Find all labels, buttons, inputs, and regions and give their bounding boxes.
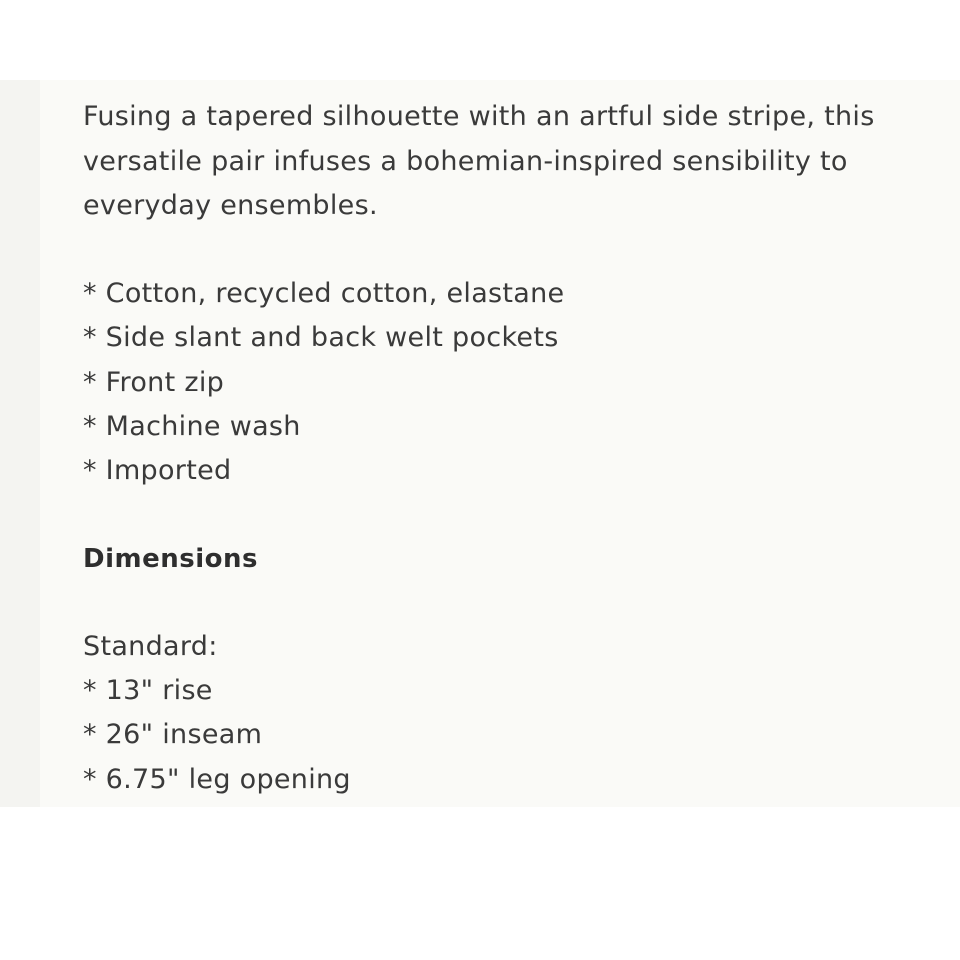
description-line: everyday ensembles. — [83, 190, 378, 221]
panel-edge — [0, 80, 40, 807]
feature-item: * Front zip — [83, 366, 225, 398]
dimensions-list — [83, 669, 351, 802]
dimension-item: * 6.75" leg opening — [83, 763, 351, 795]
dimension-item: * 26" inseam — [83, 719, 263, 751]
dimensions-heading: Dimensions — [83, 544, 258, 574]
feature-item: * Cotton, recycled cotton, elastane — [83, 278, 565, 309]
feature-item: * Side slant and back welt pockets — [83, 322, 559, 354]
features-list — [83, 272, 564, 493]
feature-item: * Machine wash — [83, 410, 301, 442]
description-line: Fusing a tapered silhouette with an artful side stripe, this — [83, 101, 875, 132]
dimension-item: * 13" rise — [83, 675, 213, 706]
product-details-panel — [0, 80, 960, 807]
description-line: versatile pair infuses a bohemian-inspired sensibility to — [83, 145, 848, 177]
feature-item: * Imported — [83, 455, 232, 487]
product-description — [83, 95, 943, 229]
standard-size-label: Standard: — [83, 631, 218, 662]
